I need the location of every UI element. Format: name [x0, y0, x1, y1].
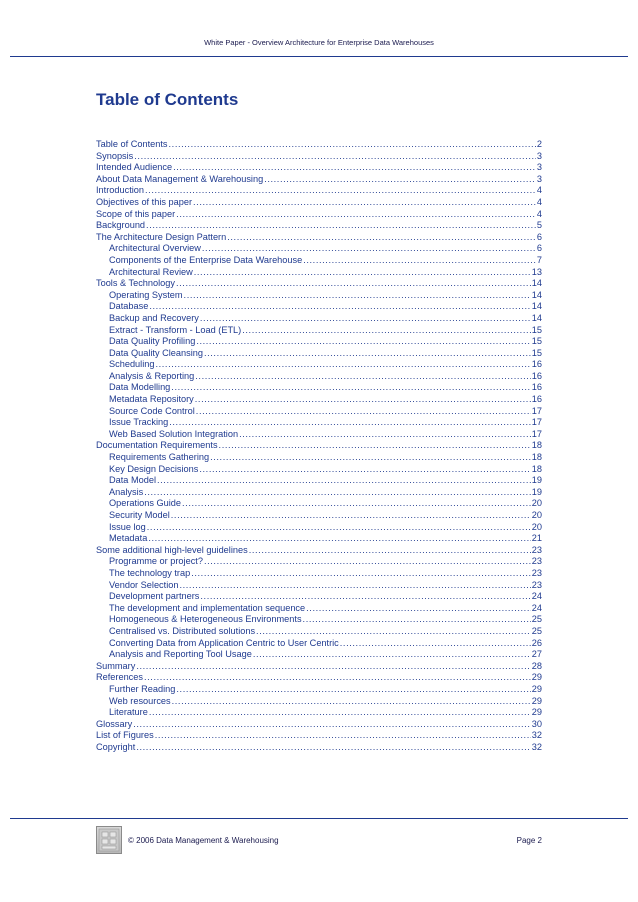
toc-entry-label: Analysis and Reporting Tool Usage [109, 649, 252, 660]
toc-entry[interactable] [96, 325, 542, 337]
toc-entry-page: 29 [531, 695, 542, 706]
toc-entry[interactable] [96, 209, 542, 221]
toc-dot-leader [171, 510, 531, 522]
toc-entry[interactable] [96, 232, 542, 244]
toc-dot-leader [155, 359, 530, 371]
toc-entry-label: About Data Management & Warehousing [96, 173, 264, 184]
toc-entry-label: Architectural Review [109, 266, 193, 277]
toc-entry[interactable] [96, 162, 542, 174]
toc-entry-label: Data Model [109, 475, 156, 486]
toc-entry-page: 5 [536, 220, 542, 231]
toc-dot-leader [256, 626, 531, 638]
toc-dot-leader [303, 614, 531, 626]
toc-entry-page: 16 [531, 394, 542, 405]
toc-entry-page: 3 [536, 162, 542, 173]
toc-dot-leader [306, 603, 531, 615]
toc-dot-leader [169, 139, 536, 151]
toc-entry-page: 3 [536, 150, 542, 161]
toc-dot-leader [146, 220, 536, 232]
toc-entry-label: Issue Tracking [109, 417, 169, 428]
toc-entry[interactable] [96, 696, 542, 708]
toc-dot-leader [195, 371, 530, 383]
toc-entry[interactable] [96, 336, 542, 348]
toc-dot-leader [171, 382, 530, 394]
toc-entry[interactable] [96, 174, 542, 186]
toc-entry-page: 20 [531, 498, 542, 509]
toc-entry[interactable] [96, 452, 542, 464]
toc-entry-page: 6 [536, 243, 542, 254]
toc-entry[interactable] [96, 626, 542, 638]
toc-entry[interactable] [96, 197, 542, 209]
toc-entry[interactable] [96, 348, 542, 360]
toc-entry-page: 15 [531, 324, 542, 335]
toc-entry[interactable] [96, 243, 542, 255]
toc-entry-label: The technology trap [109, 567, 191, 578]
toc-entry[interactable] [96, 510, 542, 522]
toc-entry-page: 17 [531, 428, 542, 439]
toc-entry-label: Homogeneous & Heterogeneous Environments [109, 614, 302, 625]
toc-entry-page: 23 [531, 567, 542, 578]
toc-entry-page: 16 [531, 359, 542, 370]
toc-entry[interactable] [96, 394, 542, 406]
toc-entry-label: Data Quality Profiling [109, 336, 196, 347]
toc-entry-page: 32 [531, 741, 542, 752]
toc-entry-label: Development partners [109, 591, 200, 602]
header-divider [10, 56, 628, 57]
toc-dot-leader [133, 719, 531, 731]
toc-entry-page: 13 [531, 266, 542, 277]
toc-dot-leader [340, 638, 531, 650]
toc-entry[interactable] [96, 359, 542, 371]
toc-entry[interactable] [96, 556, 542, 568]
footer-copyright: © 2006 Data Management & Warehousing [128, 836, 279, 845]
toc-entry-page: 23 [531, 556, 542, 567]
toc-entry-page: 16 [531, 382, 542, 393]
toc-entry[interactable] [96, 371, 542, 383]
toc-entry-page: 14 [531, 289, 542, 300]
toc-entry-label: Further Reading [109, 683, 176, 694]
toc-dot-leader [144, 487, 531, 499]
toc-entry-label: Introduction [96, 185, 145, 196]
toc-dot-leader [200, 313, 531, 325]
toc-entry[interactable] [96, 533, 542, 545]
toc-entry-label: Metadata Repository [109, 394, 194, 405]
toc-entry-label: Intended Audience [96, 162, 173, 173]
toc-entry-page: 17 [531, 405, 542, 416]
toc-entry[interactable] [96, 684, 542, 696]
toc-dot-leader [253, 649, 531, 661]
toc-dot-leader [136, 661, 530, 673]
toc-dot-leader [149, 707, 531, 719]
toc-dot-leader [157, 475, 531, 487]
toc-entry-label: Key Design Decisions [109, 463, 199, 474]
footer-divider [10, 818, 628, 819]
toc-dot-leader [219, 440, 531, 452]
toc-dot-leader [199, 464, 530, 476]
toc-entry[interactable] [96, 382, 542, 394]
toc-entry-page: 19 [531, 475, 542, 486]
toc-entry-label: References [96, 672, 143, 683]
toc-dot-leader [148, 533, 530, 545]
toc-dot-leader [184, 290, 531, 302]
toc-dot-leader [176, 684, 530, 696]
toc-entry-label: Architectural Overview [109, 243, 201, 254]
toc-dot-leader [173, 162, 536, 174]
toc-dot-leader [155, 730, 531, 742]
toc-dot-leader [136, 742, 530, 754]
toc-entry-label: The development and implementation sequence [109, 602, 306, 613]
toc-entry-page: 14 [531, 278, 542, 289]
toc-entry[interactable] [96, 313, 542, 325]
toc-entry-label: Analysis & Reporting [109, 370, 195, 381]
toc-entry-page: 20 [531, 521, 542, 532]
toc-entry-label: Operations Guide [109, 498, 182, 509]
toc-dot-leader [202, 243, 536, 255]
toc-entry-label: Copyright [96, 741, 136, 752]
toc-dot-leader [227, 232, 536, 244]
toc-entry-page: 28 [531, 660, 542, 671]
toc-entry[interactable] [96, 487, 542, 499]
toc-entry-page: 7 [536, 254, 542, 265]
toc-dot-leader [264, 174, 536, 186]
toc-entry-page: 18 [531, 440, 542, 451]
toc-entry-page: 29 [531, 707, 542, 718]
toc-entry-page: 29 [531, 683, 542, 694]
toc-entry-label: Documentation Requirements [96, 440, 218, 451]
toc-entry-label: Literature [109, 707, 148, 718]
toc-entry-page: 18 [531, 463, 542, 474]
toc-dot-leader [303, 255, 536, 267]
toc-entry[interactable] [96, 580, 542, 592]
toc-entry[interactable] [96, 267, 542, 279]
page-title: Table of Contents [96, 90, 239, 109]
toc-entry-label: Table of Contents [96, 139, 168, 149]
toc-entry[interactable] [96, 730, 542, 742]
toc-entry[interactable] [96, 464, 542, 476]
toc-entry-label: Extract - Transform - Load (ETL) [109, 324, 242, 335]
toc-entry[interactable] [96, 661, 542, 673]
toc-entry[interactable] [96, 255, 542, 267]
toc-entry[interactable] [96, 498, 542, 510]
toc-entry-page: 25 [531, 614, 542, 625]
toc-entry[interactable] [96, 429, 542, 441]
toc-entry[interactable] [96, 649, 542, 661]
toc-dot-leader [182, 498, 531, 510]
toc-entry-label: Backup and Recovery [109, 312, 199, 323]
toc-entry-page: 6 [536, 231, 542, 242]
toc-entry[interactable] [96, 568, 542, 580]
toc-entry-label: List of Figures [96, 730, 154, 741]
toc-entry-page: 27 [531, 649, 542, 660]
toc-entry[interactable] [96, 742, 542, 754]
toc-entry[interactable] [96, 475, 542, 487]
toc-entry[interactable] [96, 151, 542, 163]
toc-dot-leader [210, 452, 531, 464]
toc-entry-page: 17 [531, 417, 542, 428]
toc-entry[interactable] [96, 522, 542, 534]
toc-dot-leader [169, 417, 531, 429]
toc-entry-label: Web resources [109, 695, 171, 706]
page-number: Page 2 [516, 836, 542, 845]
toc-entry[interactable] [96, 139, 542, 151]
toc-entry-page: 14 [531, 301, 542, 312]
toc-entry-page: 32 [531, 730, 542, 741]
toc-dot-leader [172, 696, 531, 708]
toc-dot-leader [144, 672, 531, 684]
toc-entry-page: 18 [531, 452, 542, 463]
toc-entry-label: Tools & Technology [96, 278, 175, 289]
toc-dot-leader [242, 325, 531, 337]
toc-entry-page: 25 [531, 625, 542, 636]
toc-entry-label: Converting Data from Application Centric to User Centric [109, 637, 339, 648]
toc-dot-leader [194, 267, 531, 279]
toc-entry[interactable] [96, 278, 542, 290]
toc-entry-label: Database [109, 301, 149, 312]
toc-entry-page: 15 [531, 347, 542, 358]
toc-entry-page: 23 [531, 544, 542, 555]
toc-entry[interactable] [96, 591, 542, 603]
toc-entry-page: 15 [531, 336, 542, 347]
toc-dot-leader [134, 151, 536, 163]
toc-dot-leader [196, 336, 530, 348]
toc-entry-label: Analysis [109, 486, 144, 497]
toc-entry-label: The Architecture Design Pattern [96, 231, 227, 242]
toc-dot-leader [179, 580, 530, 592]
toc-entry-page: 30 [531, 718, 542, 729]
toc-dot-leader [239, 429, 531, 441]
toc-entry[interactable] [96, 614, 542, 626]
toc-entry-page: 4 [536, 196, 542, 207]
toc-dot-leader [193, 197, 536, 209]
toc-entry-label: Vendor Selection [109, 579, 179, 590]
toc-dot-leader [145, 185, 536, 197]
toc-entry-label: Requirements Gathering [109, 452, 210, 463]
toc-entry-page: 4 [536, 185, 542, 196]
toc-dot-leader [195, 394, 531, 406]
toc-entry[interactable] [96, 672, 542, 684]
toc-entry[interactable] [96, 290, 542, 302]
toc-entry-label: Data Modelling [109, 382, 171, 393]
toc-entry-label: Metadata [109, 533, 148, 544]
toc-entry[interactable] [96, 301, 542, 313]
toc-entry-page: 4 [536, 208, 542, 219]
running-header: White Paper - Overview Architecture for Enterprise Data Warehouses [204, 38, 434, 47]
toc-entry[interactable] [96, 440, 542, 452]
toc-entry[interactable] [96, 545, 542, 557]
toc-entry-label: Objectives of this paper [96, 196, 193, 207]
toc-entry-page: 20 [531, 510, 542, 520]
toc-entry-page: 26 [531, 637, 542, 648]
toc-entry-page: 24 [531, 602, 542, 613]
toc-dot-leader [204, 348, 531, 360]
toc-dot-leader [249, 545, 531, 557]
toc-dot-leader [196, 406, 531, 418]
toc-entry[interactable] [96, 185, 542, 197]
toc-entry-label: Operating System [109, 289, 183, 300]
toc-entry-label: Background [96, 220, 146, 231]
toc-entry-page: 2 [536, 139, 542, 149]
toc-dot-leader [191, 568, 531, 580]
toc-entry-page: 19 [531, 486, 542, 497]
toc-entry-label: Some additional high-level guidelines [96, 544, 248, 555]
toc-entry[interactable] [96, 707, 542, 719]
table-of-contents [96, 139, 542, 753]
toc-entry[interactable] [96, 220, 542, 232]
toc-entry-label: Data Quality Cleansing [109, 347, 203, 358]
toc-dot-leader [200, 591, 530, 603]
toc-entry-label: Centralised vs. Distributed solutions [109, 625, 256, 636]
toc-entry-label: Source Code Control [109, 405, 195, 416]
toc-entry[interactable] [96, 603, 542, 615]
toc-dot-leader [204, 556, 531, 568]
toc-entry-page: 16 [531, 370, 542, 381]
toc-entry[interactable] [96, 638, 542, 650]
toc-entry-label: Security Model [109, 510, 170, 520]
toc-entry-page: 14 [531, 312, 542, 323]
toc-entry-page: 21 [531, 533, 542, 544]
toc-entry-page: 23 [531, 579, 542, 590]
toc-entry-label: Components of the Enterprise Data Warehouse [109, 254, 303, 265]
company-logo-icon [96, 826, 122, 854]
toc-dot-leader [176, 278, 531, 290]
toc-entry-page: 24 [531, 591, 542, 602]
toc-entry-label: Summary [96, 660, 136, 671]
toc-entry-label: Scheduling [109, 359, 155, 370]
toc-entry[interactable] [96, 417, 542, 429]
toc-dot-leader [147, 522, 531, 534]
toc-entry[interactable] [96, 719, 542, 731]
toc-entry-label: Web Based Solution Integration [109, 428, 239, 439]
toc-entry-label: Issue log [109, 521, 146, 532]
toc-entry-label: Glossary [96, 718, 133, 729]
toc-entry-label: Scope of this paper [96, 208, 176, 219]
toc-entry-label: Programme or project? [109, 556, 203, 567]
toc-dot-leader [176, 209, 536, 221]
toc-entry-page: 3 [536, 173, 542, 184]
toc-dot-leader [149, 301, 530, 313]
toc-entry-label: Synopsis [96, 150, 134, 161]
toc-entry-page: 29 [531, 672, 542, 683]
toc-entry[interactable] [96, 406, 542, 418]
